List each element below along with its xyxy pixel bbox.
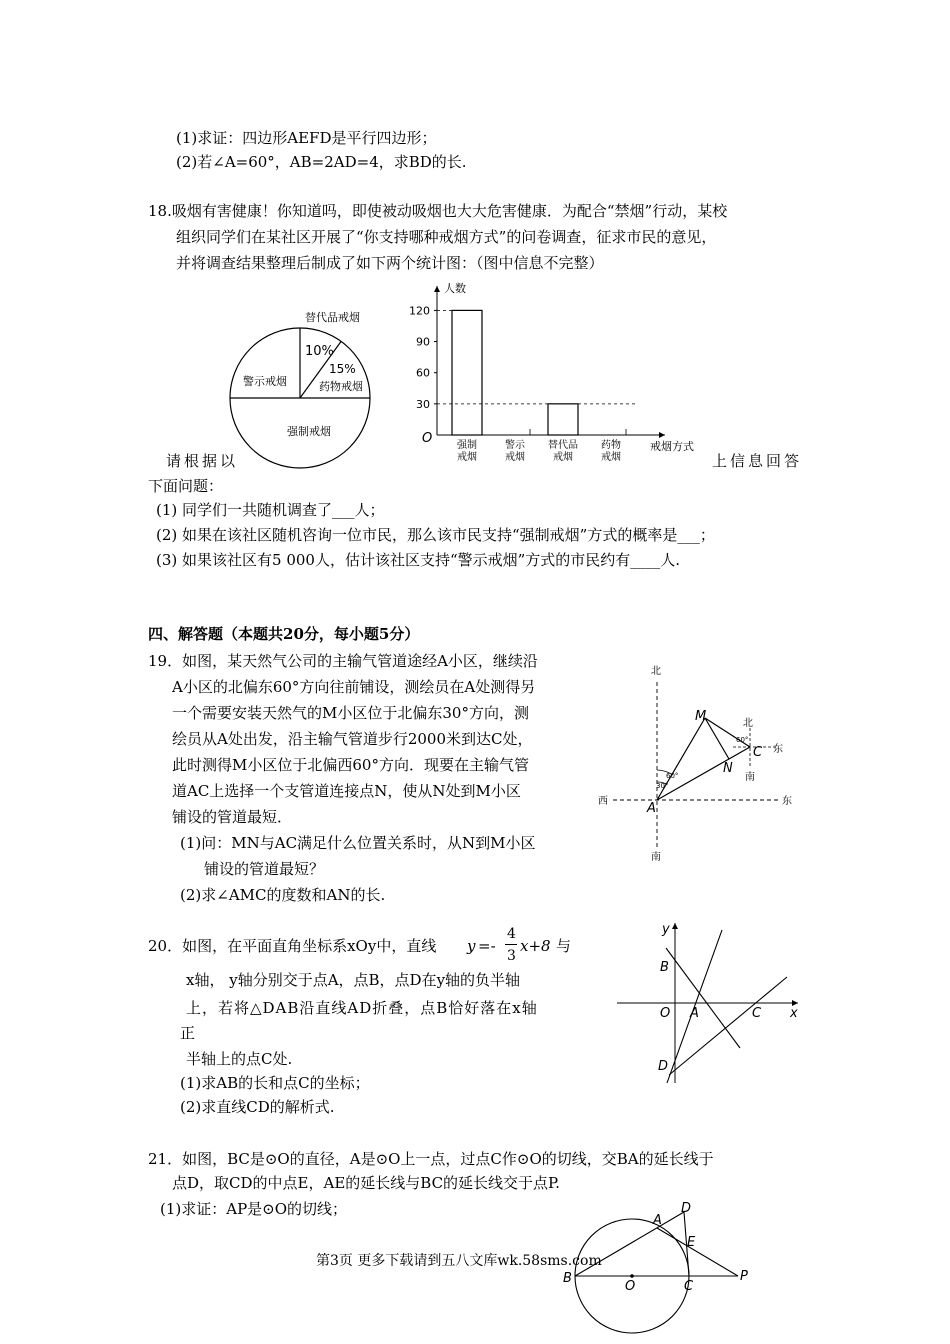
q20-sub1: (1)求AB的长和点C的坐标；	[180, 1074, 370, 1092]
q21-line2: 点D，取CD的中点E，AE的延长线与BC的延长线交于点P.	[172, 1174, 560, 1192]
bar-category-label: 戒烟	[553, 452, 573, 463]
q20-label-O: O	[660, 1006, 671, 1021]
q20-label-x: x	[790, 1006, 798, 1021]
q21-label-E: E	[687, 1235, 696, 1250]
q19-line: 一个需要安装天然气的M小区位于北偏东30°方向，测	[172, 704, 529, 722]
pie-label-15pct: 15%	[329, 362, 356, 376]
q21-line-AP	[657, 1228, 738, 1276]
q20-line2: x轴， y轴分别交于点A，点B，点D在y轴的负半轴	[186, 971, 521, 989]
q20-line5: 半轴上的点C处.	[186, 1050, 293, 1068]
q19-point-A: A	[647, 801, 656, 816]
q20-line1b: 与	[556, 937, 572, 955]
bar-category-label: 戒烟	[457, 452, 477, 463]
pie-chart	[225, 305, 385, 475]
bar-category-label: 戒烟	[505, 452, 525, 463]
q21-label-D: D	[681, 1201, 692, 1216]
q20-eq-eq: =-	[478, 937, 496, 955]
q19-north-label: 北	[651, 666, 661, 677]
q18-tail-right: 上信息回答	[712, 452, 803, 470]
bar-category-label: 强制	[457, 440, 477, 451]
pie-label-substitute: 替代品戒烟	[305, 311, 360, 324]
q19-east-label: 东	[782, 796, 792, 807]
q19-line: 道AC上选择一个支管道连接点N，使从N处到M小区	[172, 782, 521, 800]
bar-category-label: 警示	[505, 440, 525, 451]
q19-sub1b: 铺设的管道最短？	[204, 860, 325, 878]
q20-line3: 上，若将△DAB沿直线AD折叠，点B恰好落在x轴	[186, 999, 538, 1017]
q18-line1: 18.吸烟有害健康！你知道吗，即使被动吸烟也大大危害健康．为配合“禁烟”行动，某校	[148, 202, 728, 220]
bar-y-tick-label: 60	[416, 366, 430, 380]
q20-eq-y: y	[467, 937, 476, 955]
bar-y-label: 人数	[444, 282, 466, 295]
q21-line1: 21．如图，BC是⊙O的直径，A是⊙O上一点，过点C作⊙O的切线，交BA的延长线于	[148, 1150, 714, 1168]
q21-label-O: O	[625, 1279, 636, 1294]
q21-center-dot	[630, 1274, 634, 1278]
pie-label-10pct: 10%	[305, 344, 334, 359]
q19-line: 此时测得M小区位于北偏西60°方向．现要在主输气管	[172, 756, 529, 774]
q18-sub2: (2) 如果在该社区随机咨询一位市民，那么该市民支持“强制戒烟”方式的概率是___；	[156, 526, 715, 544]
q20-eq-den: 3	[507, 948, 516, 964]
q19-west-label: 西	[598, 796, 608, 807]
q19-point-N: N	[723, 761, 733, 776]
pie-label-forced: 强制戒烟	[287, 425, 331, 438]
q19-south-label: 南	[651, 852, 661, 863]
q21-label-C: C	[684, 1279, 694, 1294]
q20-eq-num: 4	[507, 926, 516, 942]
q17-part2: (2)若∠A=60°，AB=2AD=4，求BD的长.	[176, 153, 467, 171]
q19-point-C: C	[753, 745, 763, 760]
q20-label-y: y	[662, 922, 670, 937]
q19-figure	[595, 660, 810, 870]
q19-angle-60b: 60°	[736, 736, 749, 744]
q19-angle-60: 60°	[666, 772, 679, 780]
q19-line: A小区的北偏东60°方向往前铺设，测绘员在A处测得另	[172, 678, 536, 696]
q20-label-C: C	[752, 1006, 762, 1021]
q19-line: 绘员从A处出发，沿主输气管道步行2000米到达C处，	[172, 730, 533, 748]
q17-part1: (1)求证：四边形AEFD是平行四边形；	[176, 129, 437, 147]
q18-line4: 下面问题：	[148, 477, 224, 495]
q18-sub3: (3) 如果该社区有5 000人，估计该社区支持“警示戒烟”方式的市民约有____人.	[156, 551, 681, 569]
q21-label-P: P	[740, 1269, 748, 1284]
q19-sub2: (2)求∠AMC的度数和AN的长.	[180, 886, 386, 904]
bar-chart	[400, 278, 710, 468]
q19-sub1a: (1)问：MN与AC满足什么位置关系时，从N到M小区	[180, 834, 536, 852]
section4-title: 四、解答题（本题共20分，每小题5分）	[148, 625, 420, 643]
q19-line: 19．如图，某天然气公司的主输气管道途经A小区，继续沿	[148, 652, 538, 670]
q20-figure	[612, 915, 807, 1085]
bar-强制戒烟	[452, 310, 482, 435]
q20-line-CD	[669, 977, 787, 1075]
bar-y-tick-label: 90	[416, 335, 430, 349]
bar-替代品戒烟	[548, 404, 578, 435]
bar-category-label: 戒烟	[601, 452, 621, 463]
bar-x-label: 戒烟方式	[650, 440, 694, 453]
pie-label-warning: 警示戒烟	[243, 375, 287, 388]
q19-angle-30: 30°	[656, 782, 669, 790]
q20-sub2: (2)求直线CD的解析式.	[180, 1098, 335, 1116]
q20-eq-fraction-bar	[505, 944, 517, 945]
q21-label-B: B	[563, 1271, 572, 1286]
line-MN	[705, 718, 729, 759]
bar-y-tick-label: 120	[409, 304, 430, 318]
bar-category-label: 药物	[601, 440, 621, 451]
q19-line: 铺设的管道最短．	[172, 808, 293, 826]
q20-line4: 正	[180, 1024, 196, 1042]
q19-south2-label: 南	[745, 772, 755, 783]
q20-label-B: B	[660, 960, 669, 975]
q18-sub1: (1) 同学们一共随机调查了___人；	[156, 501, 385, 519]
q20-eq-tail: x+8	[520, 937, 551, 955]
page-footer: 第3页 更多下载请到五八文库wk.58sms.com	[316, 1253, 602, 1269]
q20-line-AB	[666, 948, 740, 1048]
q19-point-M: M	[695, 709, 707, 724]
pie-label-medicine: 药物戒烟	[319, 380, 363, 393]
q19-east2-label: 东	[773, 744, 783, 755]
q18-line2: 组织同学们在某社区开展了“你支持哪种戒烟方式”的问卷调查，征求市民的意见，	[176, 228, 717, 246]
q20-label-D: D	[658, 1059, 669, 1074]
q18-line3: 并将调查结果整理后制成了如下两个统计图：（图中信息不完整）	[176, 254, 604, 272]
bar-origin: O	[422, 431, 433, 446]
bar-category-label: 替代品	[548, 440, 578, 451]
q18-tail-left: 请根据以	[166, 452, 239, 470]
q20-label-A: A	[690, 1006, 699, 1021]
bar-y-tick-label: 30	[416, 397, 430, 411]
q20-line1a: 20．如图，在平面直角坐标系xOy中，直线	[148, 937, 437, 955]
q19-north2-label: 北	[743, 718, 753, 729]
q21-label-A: A	[653, 1213, 662, 1228]
q21-sub1: (1)求证：AP是⊙O的切线；	[160, 1200, 348, 1218]
